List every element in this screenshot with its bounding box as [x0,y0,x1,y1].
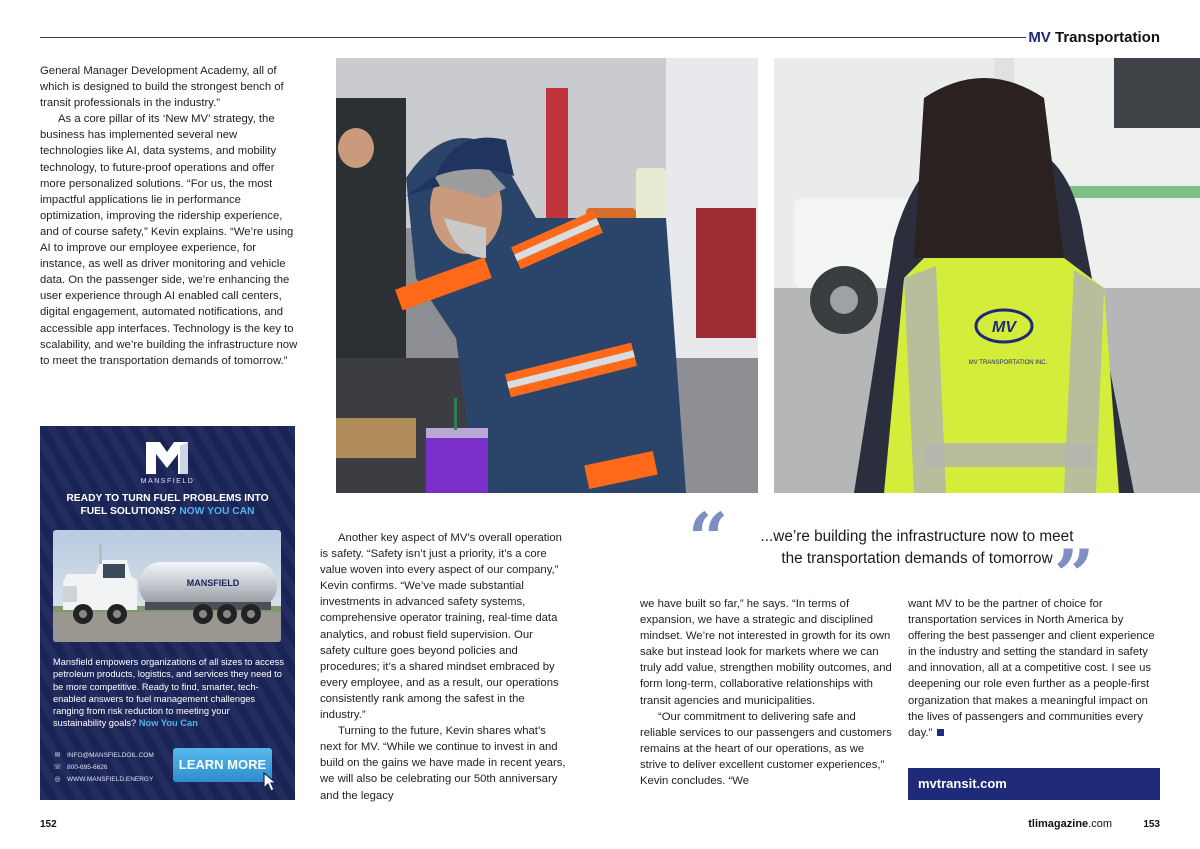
magazine-name: tlimagazine [1028,818,1089,830]
ad-headline [50,492,285,518]
mansfield-advertisement[interactable] [40,426,295,800]
paragraph: General Manager Development Academy, all of which is designed to build the strongest bench of transit professionals in the industry.” [40,65,284,110]
pull-quote-line2: the transportation demands of tomorrow [781,550,1053,567]
ad-headline-line1: READY TO TURN FUEL PROBLEMS INTO [66,493,269,504]
ad-headline-accent: NOW YOU CAN [179,506,255,517]
email-icon: ✉ [54,752,61,759]
ad-body-accent: Now You Can [138,718,198,729]
globe-icon: ◎ [54,776,61,783]
mechanic-photo [336,58,758,493]
truck-tank-text: MANSFIELD [186,578,240,588]
section-brand [1028,29,1160,46]
close-quote-icon: ” [1054,534,1095,617]
page-number-left: 152 [40,819,57,830]
ad-phone[interactable]: 800-695-6626 [67,764,108,771]
pointer-cursor-icon [262,772,278,792]
paragraph: As a core pillar of its ‘New MV’ strategy, the business has implemented several new technologies like AI, data systems, and mobility technology, to future-proof operations and offer more personalized solutions. “For us, the most impactful applications lie in performance optimization, improving the ridership experience, and of course safety,” Kevin explains. “We’re using AI to improve our employee experience, for instance, as well as driver monitoring and vehicle data. On the passenger side, we’re enhancing the user experience through AI enabled call centers, digital engagement, automated notifications, and accessible app interfaces. Technology is the key to scalability, and we’re building the infrastructure now to meet the transportation demands of tomorrow.” [40,113,298,367]
learn-more-button[interactable]: LEARN MORE [173,748,272,782]
left-column [40,63,298,369]
vest-logo-mv: MV [992,319,1016,336]
ad-website[interactable]: WWW.MANSFIELD.ENERGY [67,776,154,783]
end-mark-icon [937,729,944,736]
safety-vest-photo [774,58,1200,493]
magazine-url [1028,818,1112,830]
vest-logo-text: MV TRANSPORTATION INC. [968,360,1048,366]
mansfield-logo-text: MANSFIELD [140,478,195,485]
header-rule [40,37,1026,38]
pull-quote-line1: ...we’re building the infrastructure now to meet [760,528,1074,545]
mansfield-logo-icon [144,440,190,476]
ad-body-text: Mansfield empowers organizations of all sizes to access petroleum products, logistics, and services they need to be more competitive. Ready to find, smarter, tech-enabled answers to fuel management challenges ranging from risk reduction to meeting your sustainability goals? [53,657,284,729]
paragraph: we have built so far,” he says. “In terms of expansion, we have a strategic and disciplined mindset. We’re not interested in growth for its own sake but instead look for markets where we can truly add value, strengthen mobility outcomes, and form long-term, collaborative relationships with transit agencies and municipalities. [640,598,892,707]
paragraph [908,596,1162,741]
magazine-tld: .com [1088,818,1112,830]
website-link[interactable]: mvtransit.com [908,768,1160,800]
brand-transportation: Transportation [1054,29,1160,46]
right-column-2 [908,596,1162,741]
paragraph: Another key aspect of MV’s overall operation is safety. “Safety isn’t just a priority, it’s a core value woven into every aspect of our company,” Kevin confirms. “We’ve made substantial investments in advanced safety systems, comprehensive operator training, real-time data analytics, and robust field supervision. Our safety culture goes beyond policies and procedures; it’s a shared mindset embraced by every employee, and as a result, our operations consistently rank among the safest in the industry.” [320,532,562,722]
page-number-right: 153 [1143,819,1160,830]
brand-mv: MV [1028,29,1051,46]
middle-column [320,530,566,804]
right-column-1 [640,596,892,789]
paragraph: “Our commitment to delivering safe and reliable services to our passengers and customers remains at the heart of our operations, as we strive to deliver excellent customer experiences,” Kevin concludes. “We [640,710,892,788]
ad-headline-line2: FUEL SOLUTIONS? [80,506,177,517]
paragraph-text: want MV to be the partner of choice for transportation services in North America by offering the best passenger and client experience in the industry and setting the standard in safety and innovation, all at a competitive cost. I see us deepening our role even further as a people-first organization that makes a meaningful impact on the lives of passengers and communities every day.” [908,598,1155,739]
open-quote-icon: “ [688,497,729,580]
ad-contact [53,750,154,786]
fuel-truck-photo [53,530,281,642]
paragraph: Turning to the future, Kevin shares what’s next for MV. “While we continue to invest in and build on the gains we have made in recent years, we will also be celebrating our 50th anniversary and the legacy [320,725,566,802]
ad-body [53,656,285,730]
ad-email[interactable]: INFO@MANSFIELDOIL.COM [67,752,154,759]
phone-icon: ☏ [53,764,62,771]
